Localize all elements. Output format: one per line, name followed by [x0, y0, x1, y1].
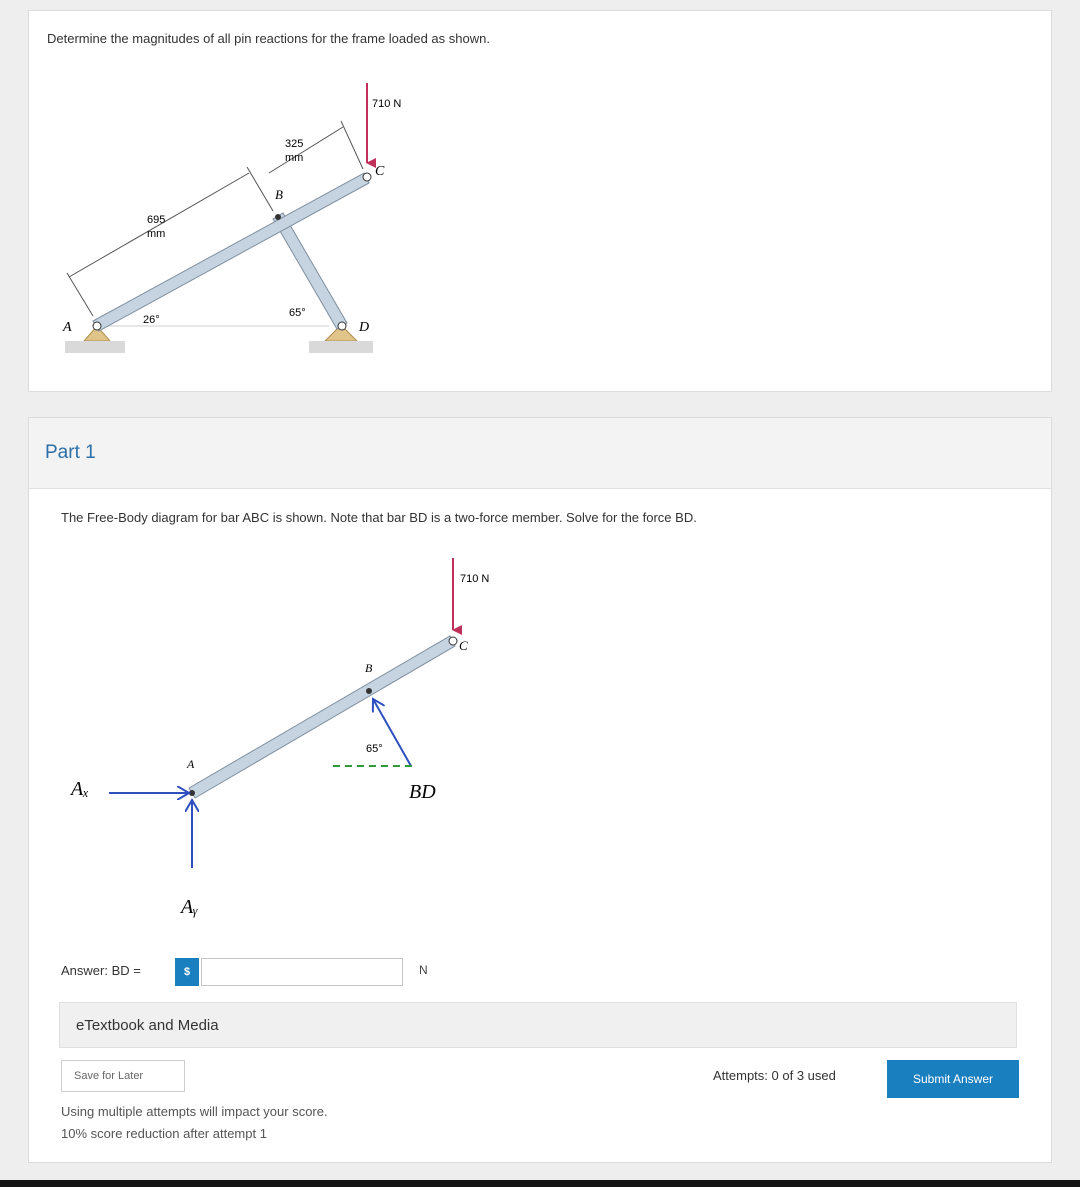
- bottom-bar: [0, 1180, 1080, 1187]
- point-b-label: B: [275, 187, 283, 202]
- submit-answer-button[interactable]: Submit Answer: [887, 1060, 1019, 1098]
- point-a-label: A: [63, 320, 72, 335]
- unit-label: N: [419, 963, 428, 977]
- angle-d-label: 65°: [289, 307, 306, 319]
- fbd-point-c-label: C: [459, 638, 468, 653]
- etextbook-panel[interactable]: [59, 1002, 1017, 1048]
- fbd-angle-label: 65°: [366, 743, 383, 755]
- score-reduction-note: 10% score reduction after attempt 1: [61, 1126, 267, 1141]
- dim-ab-unit: mm: [147, 228, 166, 240]
- part-title: Part 1: [45, 442, 96, 463]
- bar-bd: [273, 213, 347, 329]
- attempts-counter: Attempts: 0 of 3 used: [713, 1068, 836, 1083]
- answer-input[interactable]: [201, 958, 403, 986]
- free-body-diagram: [29, 538, 549, 958]
- part-header: [29, 418, 1051, 489]
- attempt-note: Using multiple attempts will impact your score.: [61, 1104, 328, 1119]
- save-for-later-button[interactable]: Save for Later: [61, 1060, 185, 1092]
- ax-label: Aₓ: [71, 778, 89, 800]
- support-a: [65, 326, 125, 353]
- currency-badge[interactable]: $: [175, 958, 199, 986]
- dim-ab-value: 695: [147, 214, 166, 226]
- bd-label: BD: [409, 781, 436, 803]
- problem-card: [28, 10, 1052, 392]
- part-1-card: [28, 417, 1052, 1163]
- angle-a-label: 26°: [143, 314, 160, 326]
- bd-arrow: [373, 699, 411, 766]
- load-label: 710 N: [372, 98, 402, 110]
- dim-bc-value: 325: [285, 138, 304, 150]
- point-c-label: C: [375, 164, 385, 179]
- fbd-point-a-label: A: [187, 757, 195, 771]
- dimension-bc: [269, 121, 363, 173]
- fbd-point-b-label: B: [365, 661, 373, 675]
- ay-label: Aᵧ: [181, 896, 198, 918]
- fbd-load-label: 710 N: [460, 573, 490, 585]
- answer-label: Answer: BD =: [61, 963, 141, 978]
- problem-statement: Determine the magnitudes of all pin reactions for the frame loaded as shown.: [47, 31, 490, 46]
- frame-diagram: [29, 11, 529, 361]
- etextbook-label: eTextbook and Media: [76, 1017, 219, 1034]
- point-d-label: D: [359, 320, 370, 335]
- dim-bc-unit: mm: [285, 152, 304, 164]
- fbd-bar-abc: [189, 636, 455, 798]
- part-instructions: The Free-Body diagram for bar ABC is shown. Note that bar BD is a two-force member. Solve for the force BD.: [61, 510, 697, 525]
